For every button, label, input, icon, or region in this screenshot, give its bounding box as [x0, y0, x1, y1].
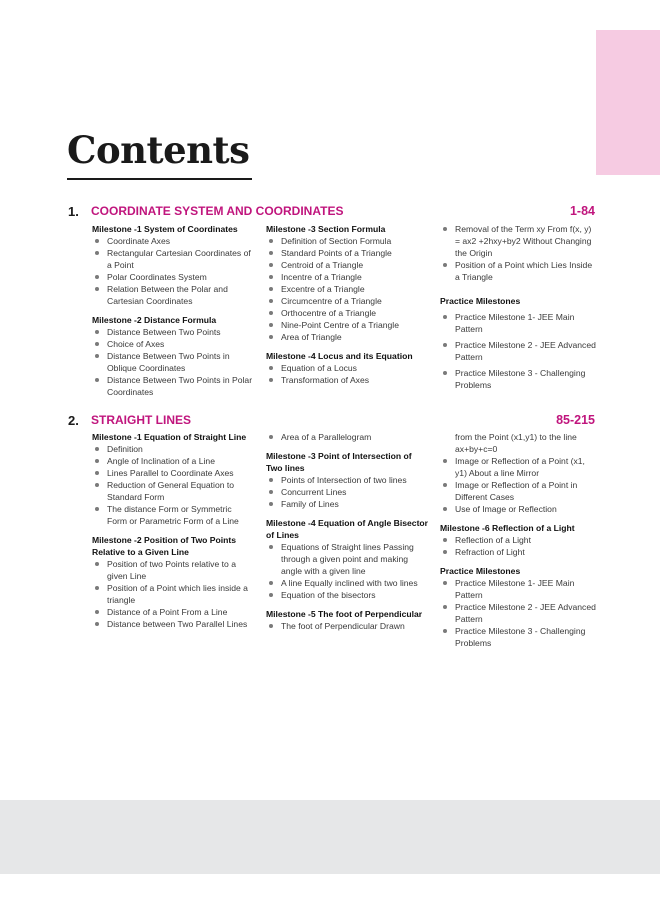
chapter-2-column-3 — [440, 431, 598, 649]
topic-item: Reduction of General Equation to Standard Form — [92, 479, 252, 503]
milestone-heading: Milestone -1 System of Coordinates — [92, 224, 238, 234]
milestone-heading: Milestone -6 Reflection of a Light — [440, 523, 575, 533]
footer-band — [0, 800, 660, 874]
topic-item: Equation of a Locus — [266, 362, 436, 374]
topic-item: Distance Between Two Points — [92, 326, 257, 338]
topic-item: Definition — [92, 443, 252, 455]
topic-item: Distance between Two Parallel Lines — [92, 618, 252, 630]
topic-list — [440, 534, 598, 558]
topic-list — [266, 235, 436, 343]
topic-item: The foot of Perpendicular Drawn — [266, 620, 430, 632]
milestone-heading: Milestone -5 The foot of Perpendicular — [266, 609, 423, 619]
topic-item: Excentre of a Triangle — [266, 283, 436, 295]
topic-list — [440, 311, 598, 391]
chapter-2-column-1 — [92, 431, 252, 630]
topic-item: Practice Milestone 3 - Challenging Problems — [440, 625, 598, 649]
topic-item: Removal of the Term xy From f(x, y) = ax2 +2hxy+by2 Without Changing the Origin — [440, 223, 598, 259]
topic-list — [92, 558, 252, 630]
topic-item: Area of a Parallelogram — [266, 431, 430, 443]
topic-item: Reflection of a Light — [440, 534, 598, 546]
milestone-heading: Practice Milestones — [440, 566, 521, 576]
milestone-heading: Milestone -2 Position of Two Points Relative to a Given Line — [92, 535, 237, 557]
topic-list — [92, 443, 252, 527]
title-underline — [67, 178, 252, 180]
milestone-heading: Milestone -3 Section Formula — [266, 224, 386, 234]
topic-item: Coordinate Axes — [92, 235, 257, 247]
topic-item: Concurrent Lines — [266, 486, 430, 498]
chapter-title[interactable]: STRAIGHT LINES — [91, 413, 192, 427]
continued-text: from the Point (x1,y1) to the line ax+by+c=0 — [455, 432, 577, 454]
chapter-2-header[interactable] — [68, 413, 595, 431]
topic-item: Area of Triangle — [266, 331, 436, 343]
chapter-title[interactable]: COORDINATE SYSTEM AND COORDINATES — [91, 204, 344, 218]
topic-item: Equations of Straight lines Passing through a given point and making angle with a given line — [266, 541, 430, 577]
topic-item: Position of two Points relative to a given Line — [92, 558, 252, 582]
chapter-2-column-2 — [266, 431, 430, 632]
topic-item: Orthocentre of a Triangle — [266, 307, 436, 319]
topic-item: Incentre of a Triangle — [266, 271, 436, 283]
topic-item: Family of Lines — [266, 498, 430, 510]
topic-item: Use of Image or Reflection — [440, 503, 598, 515]
page-title: Contents — [67, 128, 250, 172]
topic-item: Image or Reflection of a Point (x1, y1) About a line Mirror — [440, 455, 598, 479]
topic-item: Lines Parallel to Coordinate Axes — [92, 467, 252, 479]
chapter-1-column-2 — [266, 223, 436, 386]
chapter-number: 1. — [68, 204, 79, 219]
topic-item: Points of Intersection of two lines — [266, 474, 430, 486]
topic-item: Equation of the bisectors — [266, 589, 430, 601]
topic-list — [92, 235, 257, 307]
chapter-1-column-3 — [440, 223, 598, 391]
topic-item: Distance Between Two Points in Oblique Coordinates — [92, 350, 257, 374]
topic-item: Circumcentre of a Triangle — [266, 295, 436, 307]
topic-item: Position of a Point which lies inside a triangle — [92, 582, 252, 606]
topic-item: The distance Form or Symmetric Form or Parametric Form of a Line — [92, 503, 252, 527]
milestone-heading: Milestone -4 Equation of Angle Bisector of Lines — [266, 518, 429, 540]
topic-item: Angle of Inclination of a Line — [92, 455, 252, 467]
topic-list — [92, 326, 257, 398]
milestone-heading: Milestone -4 Locus and its Equation — [266, 351, 413, 361]
milestone-heading: Milestone -2 Distance Formula — [92, 315, 217, 325]
topic-item: Position of a Point which Lies Inside a Triangle — [440, 259, 598, 283]
topic-item: Centroid of a Triangle — [266, 259, 436, 271]
pink-corner-tab — [596, 30, 660, 175]
topic-item: Transformation of Axes — [266, 374, 436, 386]
topic-item: Practice Milestone 2 - JEE Advanced Pattern — [440, 339, 598, 363]
topic-item: Choice of Axes — [92, 338, 257, 350]
chapter-1-header[interactable] — [68, 204, 595, 222]
chapter-page-range: 1-84 — [569, 204, 595, 218]
topic-item: Refraction of Light — [440, 546, 598, 558]
topic-item: Rectangular Cartesian Coordinates of a Point — [92, 247, 257, 271]
milestone-heading: Practice Milestones — [440, 296, 521, 306]
topic-list — [266, 474, 430, 510]
topic-item: Distance of a Point From a Line — [92, 606, 252, 618]
chapter-1-column-1 — [92, 223, 257, 398]
topic-list — [266, 620, 430, 632]
topic-item: Practice Milestone 2 - JEE Advanced Pattern — [440, 601, 598, 625]
topic-item: Practice Milestone 1- JEE Main Pattern — [440, 311, 598, 335]
topic-list — [266, 431, 430, 443]
topic-list — [266, 541, 430, 601]
topic-item: Definition of Section Formula — [266, 235, 436, 247]
topic-item: Practice Milestone 3 - Challenging Problems — [440, 367, 598, 391]
topic-item: Standard Points of a Triangle — [266, 247, 436, 259]
milestone-heading: Milestone -1 Equation of Straight Line — [92, 432, 247, 442]
chapter-number: 2. — [68, 413, 79, 428]
topic-item: Practice Milestone 1- JEE Main Pattern — [440, 577, 598, 601]
topic-item: Polar Coordinates System — [92, 271, 257, 283]
topic-list — [440, 223, 598, 283]
milestone-heading: Milestone -3 Point of Intersection of Two lines — [266, 451, 412, 473]
topic-item: Relation Between the Polar and Cartesian Coordinates — [92, 283, 257, 307]
topic-item: Nine-Point Centre of a Triangle — [266, 319, 436, 331]
topic-list — [266, 362, 436, 386]
topic-list — [440, 455, 598, 515]
chapter-page-range: 85-215 — [556, 413, 595, 427]
topic-item: Distance Between Two Points in Polar Coordinates — [92, 374, 257, 398]
topic-item: Image or Reflection of a Point in Different Cases — [440, 479, 598, 503]
topic-list — [440, 577, 598, 649]
topic-item: A line Equally inclined with two lines — [266, 577, 430, 589]
